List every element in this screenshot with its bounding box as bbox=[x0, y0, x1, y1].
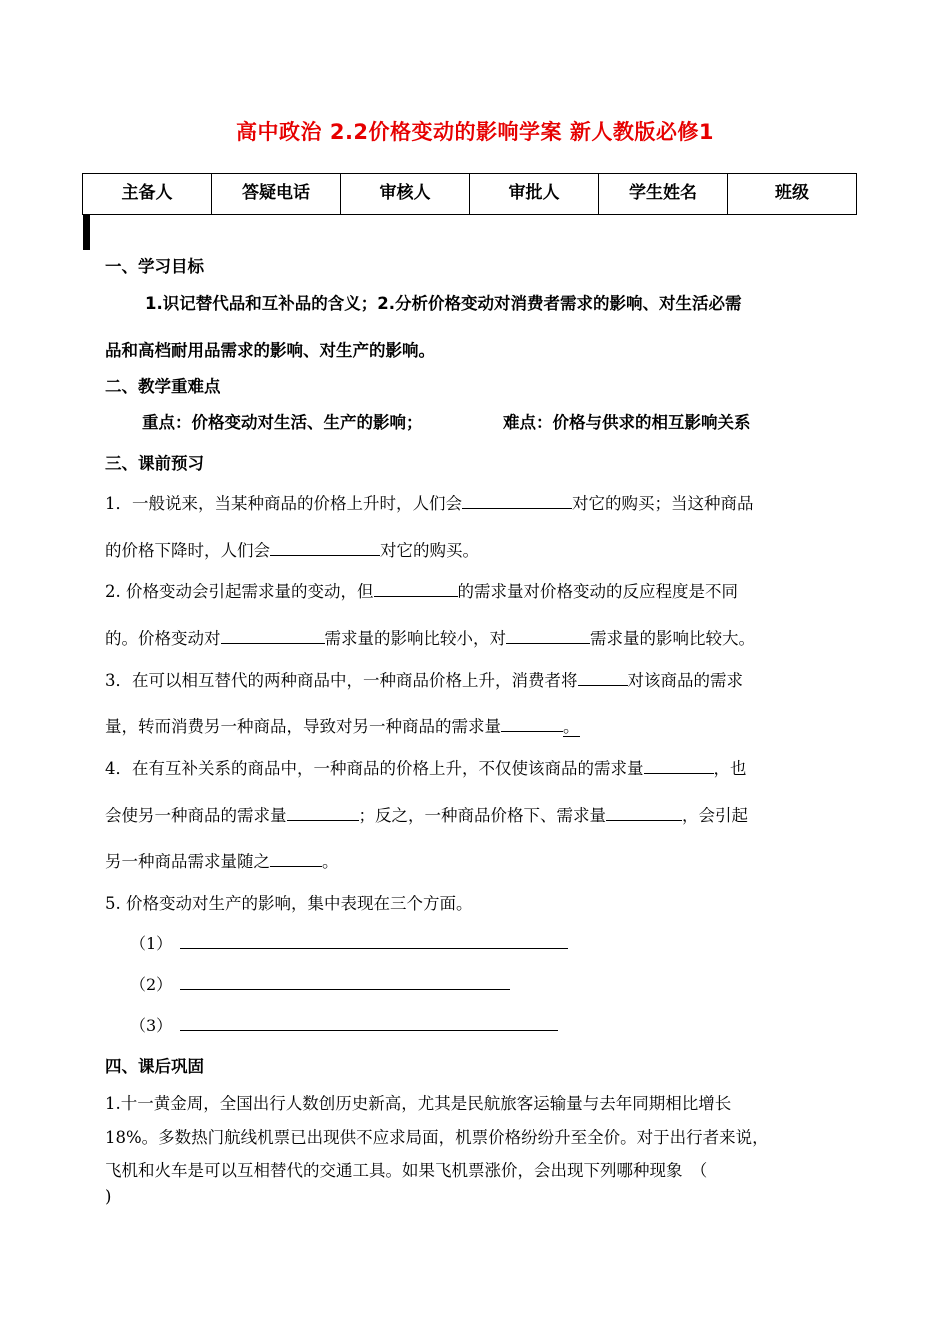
q2-text-a: 2. 价格变动会引起需求量的变动，但 bbox=[105, 582, 374, 601]
review-paragraph-line-3: 飞机和火车是可以互相替代的交通工具。如果飞机票涨价，会出现下列哪种现象 （ bbox=[105, 1161, 708, 1180]
q2-text-e: 需求量的影响比较大。 bbox=[590, 629, 755, 648]
question-5-item-1 bbox=[130, 931, 568, 954]
q3-text-c: 量，转而消费另一种商品，导致对另一种商品的需求量 bbox=[105, 717, 501, 736]
section-heading-key-points: 二、教学重难点 bbox=[105, 377, 221, 396]
review-paragraph-line-1: 1.十一黄金周，全国出行人数创历史新高，尤其是民航旅客运输量与去年同期相比增长 bbox=[105, 1094, 732, 1113]
sub1-label: （1） bbox=[130, 934, 173, 953]
sub2-label: （2） bbox=[130, 975, 173, 994]
value-class[interactable] bbox=[88, 216, 89, 250]
q2-text-d: 需求量的影响比较小，对 bbox=[324, 629, 506, 648]
q1-text-d: 对它的购买。 bbox=[380, 541, 479, 560]
q4-text-c: 会使另一种商品的需求量 bbox=[105, 806, 287, 825]
header-approver: 审批人 bbox=[470, 174, 599, 215]
header-reviewer: 审核人 bbox=[341, 174, 470, 215]
question-5-item-2 bbox=[130, 972, 510, 995]
key-point: 重点：价格变动对生活、生产的影响； bbox=[142, 413, 423, 432]
q2-blank-1[interactable] bbox=[374, 579, 458, 597]
header-student-name: 学生姓名 bbox=[599, 174, 728, 215]
q1-text-a: 1．一般说来，当某种商品的价格上升时，人们会 bbox=[105, 494, 462, 513]
question-2-line-2 bbox=[105, 625, 755, 649]
page-title: 高中政治 2.2价格变动的影响学案 新人教版必修1 bbox=[236, 120, 714, 144]
question-3-line-2 bbox=[105, 713, 580, 737]
q3-text-b: 对该商品的需求 bbox=[627, 671, 743, 690]
q4-blank-3[interactable] bbox=[606, 803, 682, 821]
q4-text-d: ；反之，一种商品价格下、需求量 bbox=[358, 806, 606, 825]
q2-blank-2[interactable] bbox=[221, 626, 325, 644]
q3-text-a: 3．在可以相互替代的两种商品中，一种商品价格上升，消费者将 bbox=[105, 671, 578, 690]
header-class: 班级 bbox=[728, 174, 857, 215]
q4-text-g: 。 bbox=[322, 852, 339, 871]
info-table bbox=[82, 173, 857, 237]
question-5: 5. 价格变动对生产的影响，集中表现在三个方面。 bbox=[105, 894, 473, 913]
q3-text-d: 。 bbox=[563, 717, 580, 736]
q4-text-f: 另一种商品需求量随之 bbox=[105, 852, 270, 871]
q4-blank-2[interactable] bbox=[287, 803, 359, 821]
q2-text-c: 的。价格变动对 bbox=[105, 629, 221, 648]
q2-blank-3[interactable] bbox=[506, 626, 590, 644]
q3-blank-1[interactable] bbox=[578, 668, 628, 686]
question-2-line-1 bbox=[105, 578, 738, 602]
question-1-line-2 bbox=[105, 537, 479, 561]
header-preparer: 主备人 bbox=[83, 174, 212, 215]
sub1-blank[interactable] bbox=[180, 931, 568, 949]
q1-blank-1[interactable] bbox=[462, 491, 572, 509]
q4-blank-1[interactable] bbox=[644, 756, 714, 774]
section-heading-objectives: 一、学习目标 bbox=[105, 257, 204, 276]
section-heading-review: 四、课后巩固 bbox=[105, 1057, 204, 1076]
sub3-blank[interactable] bbox=[180, 1013, 558, 1031]
question-5-item-3 bbox=[130, 1013, 558, 1036]
difficult-point: 难点：价格与供求的相互影响关系 bbox=[503, 413, 751, 432]
question-4-line-3 bbox=[105, 848, 339, 872]
q1-text-b: 对它的购买；当这种商品 bbox=[572, 494, 754, 513]
q1-text-c: 的价格下降时，人们会 bbox=[105, 541, 270, 560]
q4-text-b: ，也 bbox=[713, 759, 747, 778]
info-value-row bbox=[83, 215, 90, 233]
review-paragraph-line-2: 18%。多数热门航线机票已出现供不应求局面，机票价格纷纷升至全价。对于出行者来说， bbox=[105, 1128, 769, 1147]
question-1-line-1 bbox=[105, 490, 754, 514]
sub3-label: （3） bbox=[130, 1016, 173, 1035]
q1-blank-2[interactable] bbox=[270, 538, 380, 556]
q4-blank-4[interactable] bbox=[270, 849, 322, 867]
q2-text-b: 的需求量对价格变动的反应程度是不同 bbox=[457, 582, 738, 601]
q3-blank-2[interactable] bbox=[501, 714, 563, 732]
section-heading-preview: 三、课前预习 bbox=[105, 454, 204, 473]
q4-text-e: ，会引起 bbox=[682, 806, 748, 825]
q4-text-a: 4．在有互补关系的商品中，一种商品的价格上升，不仅使该商品的需求量 bbox=[105, 759, 644, 778]
question-3-line-1 bbox=[105, 667, 743, 691]
objectives-line-2: 品和高档耐用品需求的影响、对生产的影响。 bbox=[105, 341, 435, 360]
review-paragraph-line-4: ) bbox=[105, 1187, 112, 1206]
objectives-line-1: 1.识记替代品和互补品的含义；2.分析价格变动对消费者需求的影响、对生活必需 bbox=[145, 294, 742, 313]
question-4-line-2 bbox=[105, 802, 748, 826]
question-4-line-1 bbox=[105, 755, 747, 779]
info-header-row bbox=[83, 174, 857, 215]
sub2-blank[interactable] bbox=[180, 972, 510, 990]
header-phone: 答疑电话 bbox=[212, 174, 341, 215]
